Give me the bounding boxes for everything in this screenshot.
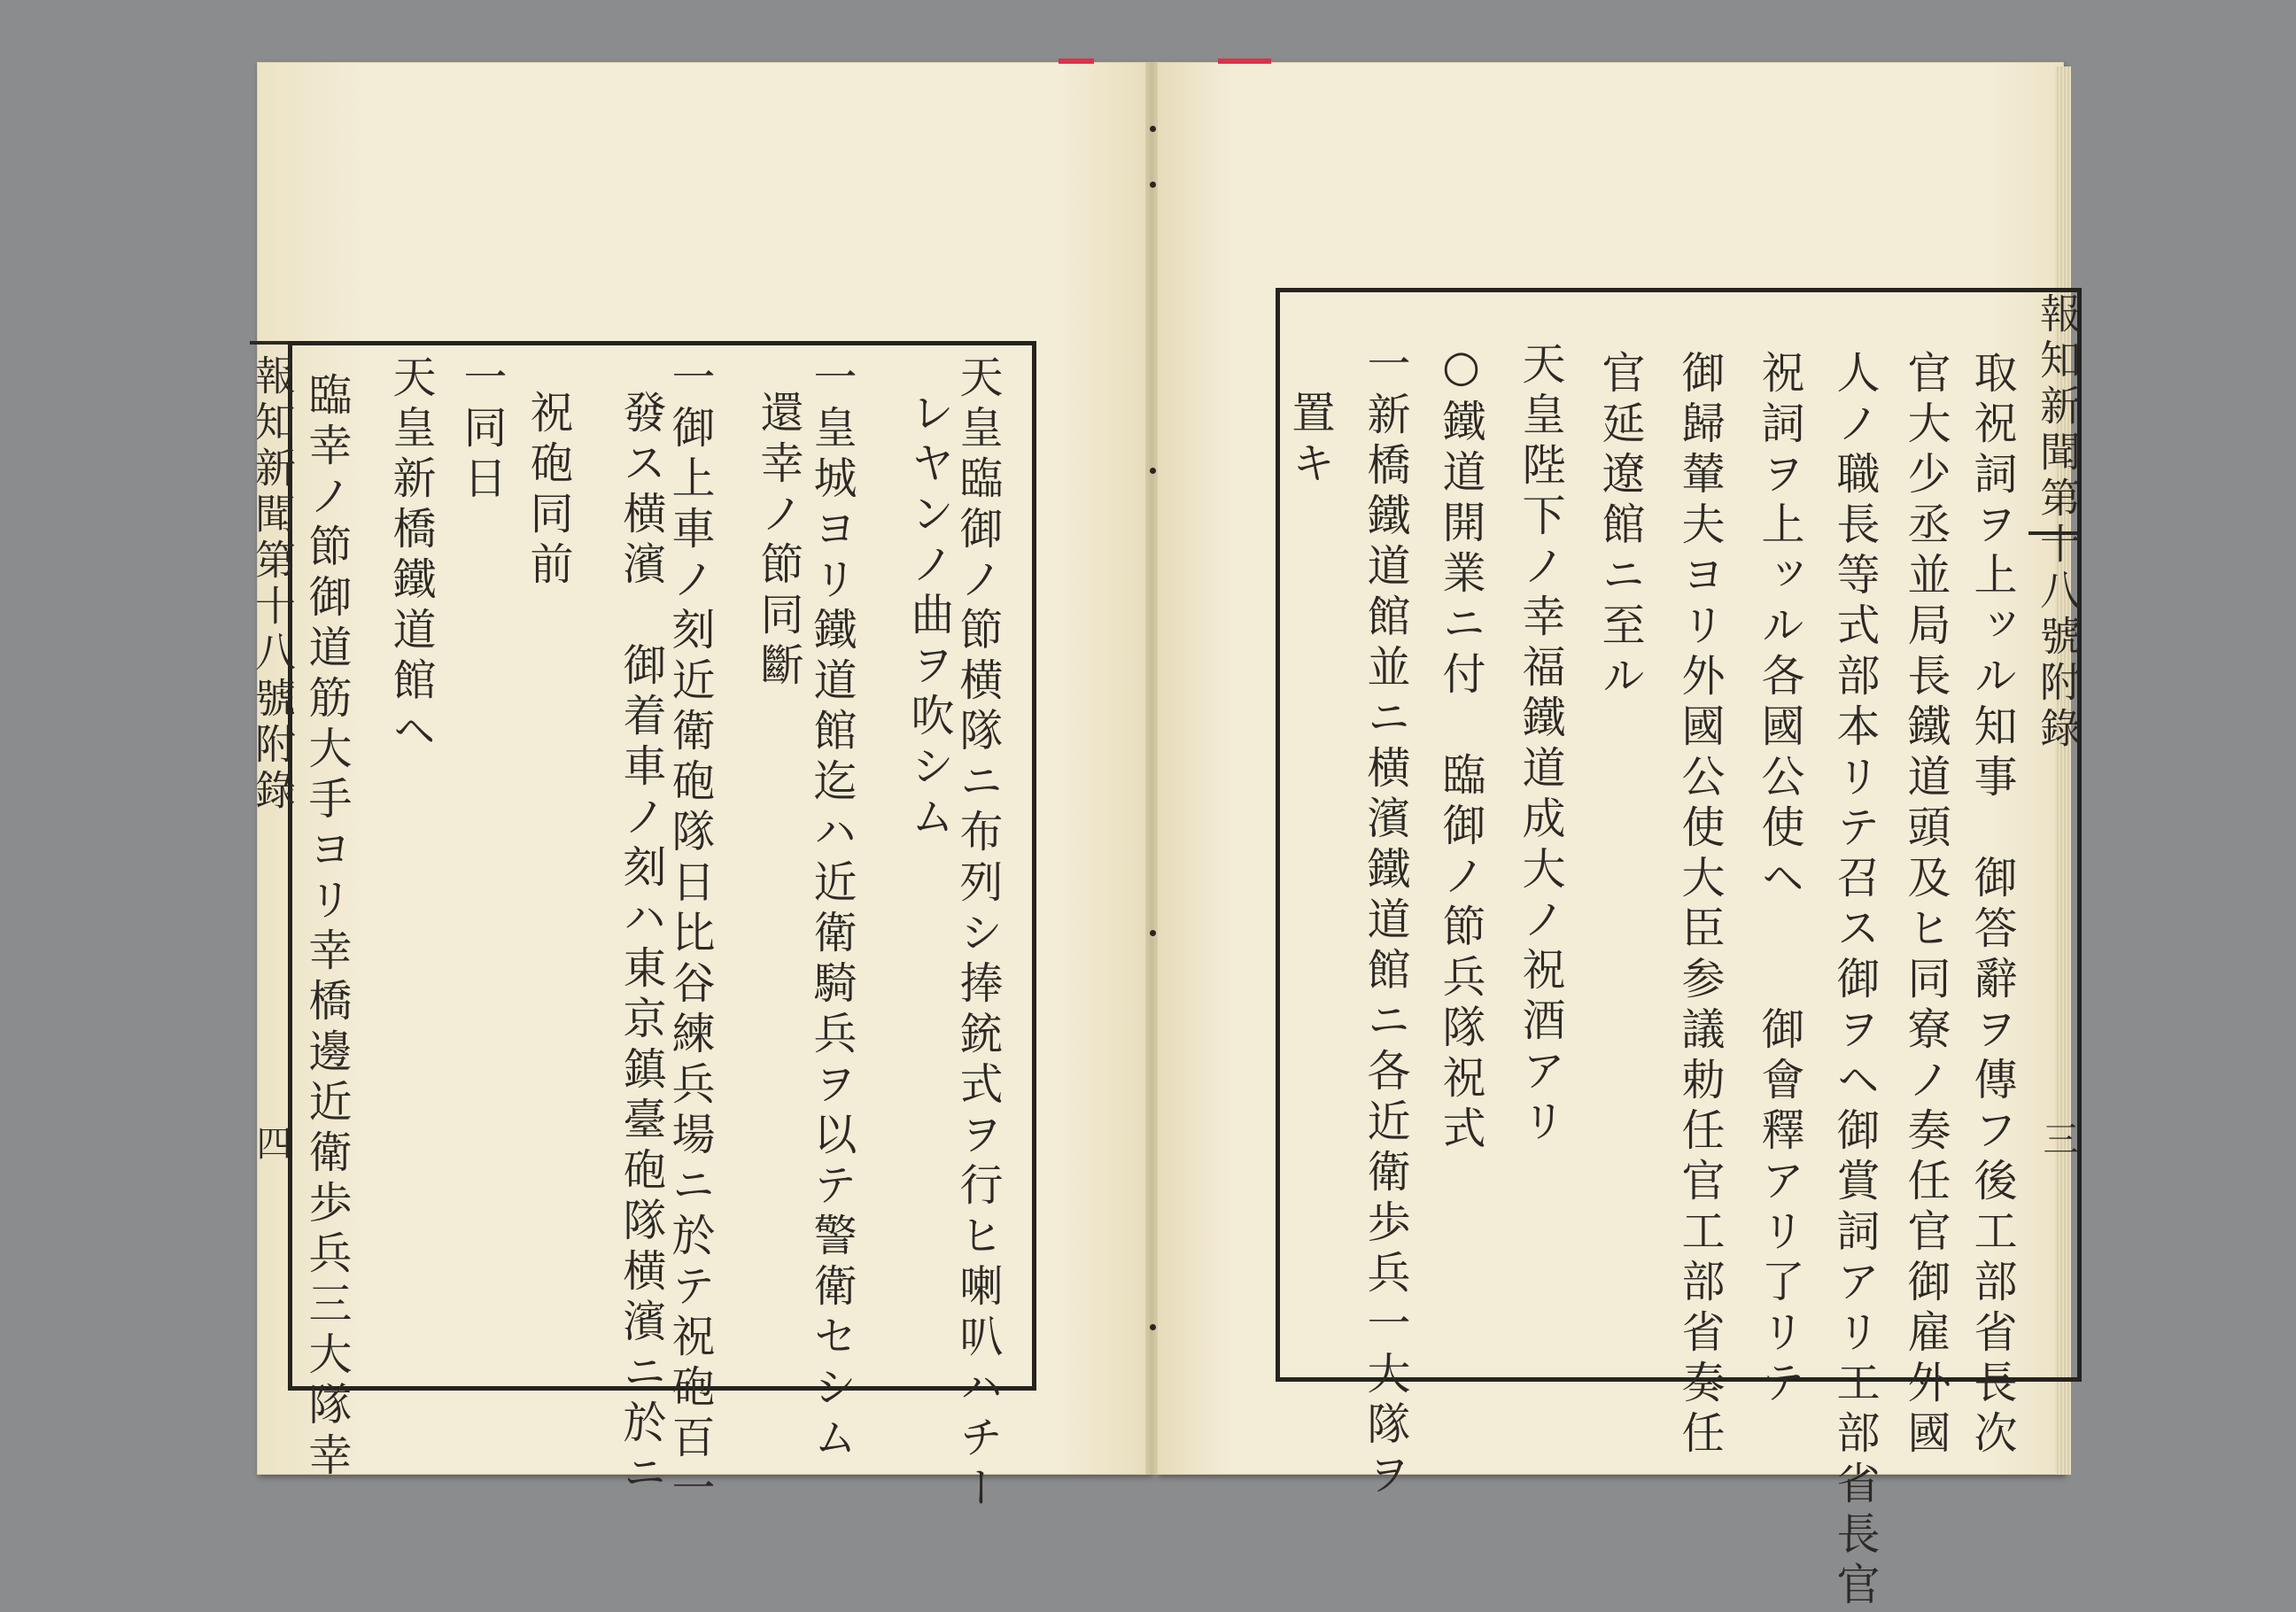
binding-thread [1059, 58, 1094, 64]
binding-stitch [1150, 468, 1156, 474]
right-column-6: 官延遼館ニ至ル [1595, 350, 1646, 703]
right-column-10: 置キ [1285, 390, 1336, 491]
right-column-9: 一新橋鐵道館並ニ横濱鐵道館ニ各近衛歩兵一大隊ヲ [1361, 341, 1411, 1502]
right-hashira: 報知新聞第十八號附錄 [2034, 292, 2082, 753]
left-column-2: レヤンノ曲ヲ吹シム [904, 390, 955, 844]
binding-stitch [1150, 126, 1156, 132]
binding-stitch [1150, 930, 1156, 936]
right-column-7: 天皇陛下ノ幸福鐵道成大ノ祝酒アリ [1516, 341, 1566, 1149]
left-column-5: 一御上車ノ刻近衛砲隊日比谷練兵場ニ於テ祝砲百一 [665, 354, 716, 1515]
left-column-6: 發ス横濱 御着車ノ刻ハ東京鎮臺砲隊横濱ニ於ニ [617, 390, 667, 1500]
left-column-3: 一皇城ヨリ鐵道館迄ハ近衛騎兵ヲ以テ警衛セシム [807, 354, 857, 1465]
left-hashira: 報知新聞第十八號附錄 [249, 354, 297, 815]
binding-stitch [1150, 182, 1156, 188]
right-column-8: ○鐵道開業ニ付 臨御ノ節兵隊祝式 [1436, 341, 1486, 1156]
right-column-4: 祝詞ヲ上ッル各國公使ヘ 御會釋アリ了リテ [1755, 350, 1805, 1410]
book-gutter [1145, 62, 1158, 1475]
left-column-1: 天皇臨御ノ節横隊ニ布列シ捧銃式ヲ行ヒ喇叭ハチー [953, 354, 1004, 1515]
binding-thread [1218, 58, 1271, 64]
left-page-number: 四 [251, 1125, 291, 1160]
right-column-1: 取祝詞ヲ上ッル知事 御答辭ヲ傳フ後工部省長次 [1967, 350, 2018, 1461]
left-column-9: 天皇新橋鐵道館ヘ [386, 354, 437, 758]
left-column-4: 還幸ノ節同斷 [754, 390, 804, 693]
hashira-rule [250, 341, 288, 345]
right-column-5: 御歸輦夫ヨリ外國公使大臣参議勅任官工部省奏任 [1675, 350, 1726, 1461]
left-column-10: 臨幸ノ節御道筋大手ヨリ幸橋邊近衛歩兵三大隊幸 [302, 372, 353, 1483]
left-column-8: 一同日 [457, 354, 508, 506]
left-column-7: 祝砲同前 [524, 390, 574, 592]
right-column-3: 人ノ職長等式部本リテ召ス御ヲヘ御賞詞アリ工部省長官 [1830, 350, 1881, 1612]
right-column-2: 官大少丞並局長鐵道頭及ヒ同寮ノ奏任官御雇外國 [1901, 350, 1951, 1461]
right-page-number: 三 [2037, 1120, 2078, 1156]
binding-stitch [1150, 1324, 1156, 1330]
